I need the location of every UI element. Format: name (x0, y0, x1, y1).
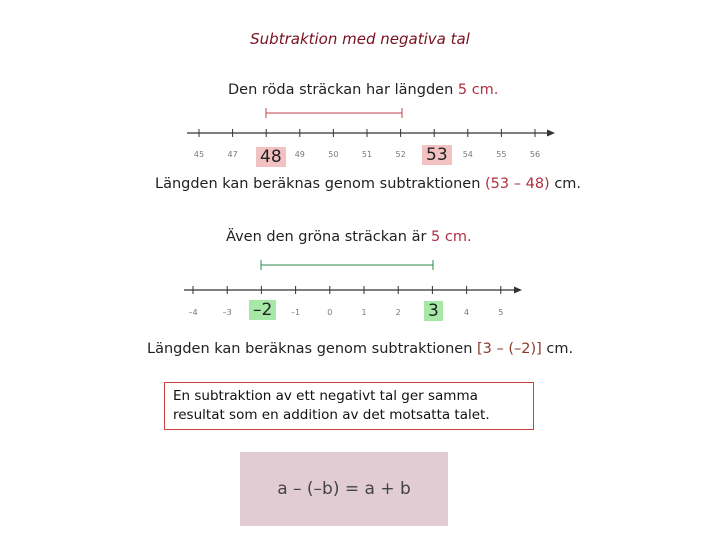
red-segment-sentence (228, 82, 498, 98)
axis1-tick-label: 45 (193, 150, 205, 159)
green-calc-sentence (147, 341, 573, 357)
green-calc-prefix: Längden kan beräknas genom subtraktionen (147, 341, 473, 357)
formula-box (240, 452, 448, 526)
red-calc-sentence (155, 176, 581, 192)
axis2-tick-label: 2 (395, 308, 401, 317)
axis2-tick-label: 1 (361, 308, 367, 317)
rule-text: En subtraktion av ett negativt tal ger samma resultat som en addition av det motsatta talet. (173, 388, 490, 423)
axis1-tick-label: 51 (361, 150, 373, 159)
green-calc-suffix: cm. (546, 341, 574, 357)
red-sentence-prefix: Den röda sträckan har längden (228, 82, 454, 98)
red-calc-expression: (53 – 48) (485, 176, 550, 192)
axis-arrow-1 (547, 130, 555, 137)
axis2-tick-label: 5 (498, 308, 504, 317)
red-calc-suffix: cm. (554, 176, 582, 192)
axis1-tick-label: 47 (227, 150, 238, 159)
axis2-tick-label: –3 (222, 308, 232, 317)
axis2-tick-label: 4 (464, 308, 470, 317)
highlight-start-label-2: –2 (249, 300, 276, 320)
green-sentence-prefix: Även den gröna sträckan är (226, 229, 427, 245)
green-length-value: 5 cm. (431, 229, 472, 245)
axis2-tick-label: –1 (291, 308, 301, 317)
green-calc-expression: [3 – (–2)] (477, 341, 542, 357)
axis1-tick-label: 52 (395, 150, 406, 159)
axis-arrow-2 (514, 287, 522, 294)
axis1-tick-label: 56 (529, 150, 541, 159)
axis1-tick-label: 49 (294, 150, 305, 159)
green-segment-sentence (226, 229, 472, 245)
number-line-1 (185, 100, 565, 170)
highlight-start-label-1: 48 (256, 147, 286, 167)
axis1-tick-label: 50 (328, 150, 339, 159)
page-title: Subtraktion med negativa tal (250, 30, 470, 48)
red-length-value: 5 cm. (457, 82, 499, 98)
number-line-2 (180, 255, 540, 325)
red-calc-prefix: Längden kan beräknas genom subtraktionen (155, 176, 481, 192)
highlight-end-label-2: 3 (424, 301, 443, 321)
rule-box (164, 382, 534, 430)
highlight-end-label-1: 53 (422, 145, 452, 165)
formula-text: a – (–b) = a + b (277, 479, 411, 499)
axis2-tick-label: –4 (188, 308, 198, 317)
axis1-tick-label: 54 (462, 150, 473, 159)
axis2-tick-label: 0 (327, 308, 333, 317)
axis1-tick-label: 55 (496, 150, 507, 159)
